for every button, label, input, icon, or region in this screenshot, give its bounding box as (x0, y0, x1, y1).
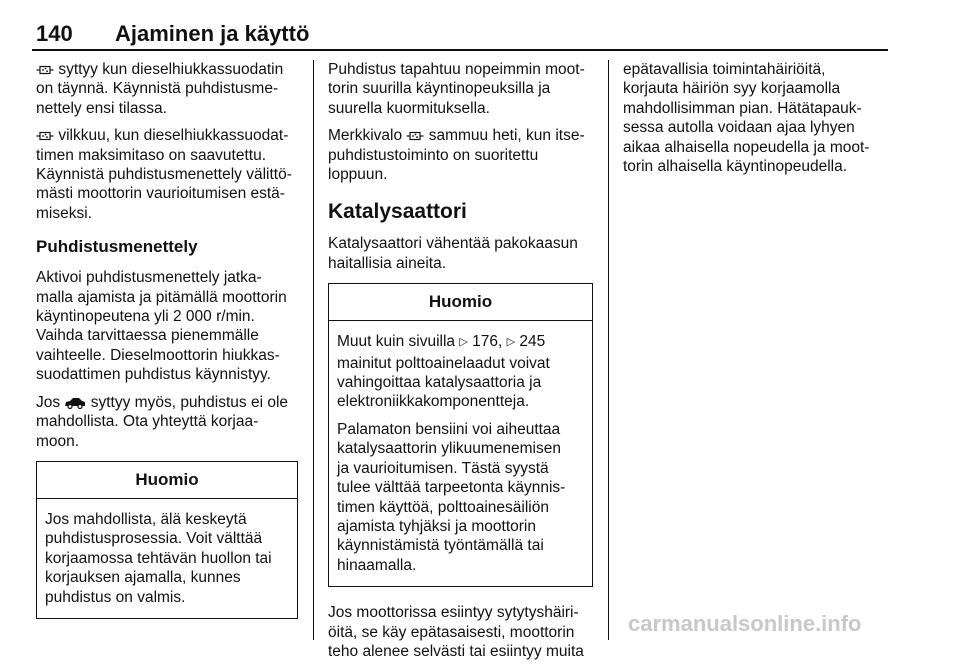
note-text: Jos mahdollista, älä keskeytä puhdistusprosessia. Voit välttää korjaamossa tehtävän huollon tai korjauksen ajamalla, kunnes puhdistus on valmis. (45, 510, 272, 606)
page-header (0, 0, 960, 50)
note-box-catalyst (328, 283, 593, 587)
header-rule (32, 49, 888, 51)
watermark: carmanualsonline.info (628, 611, 862, 636)
paragraph-misfire: Jos moottorissa esiintyy sytytyshäiri- öitä, se käy epätasaisesti, moottorin teho alenee selvästi tai esiintyy muita (328, 604, 584, 660)
note-box (36, 461, 298, 619)
column-divider-1 (313, 60, 314, 640)
car-service-icon (64, 397, 86, 409)
paragraph-engine-light: Jos syttyy myös, puhdistus ei ole mahdollista. Ota yhteyttä korjaa- moon. (36, 393, 289, 450)
page-reference[interactable]: 245 (519, 333, 546, 351)
paragraph-catalyst: Katalysaattori vähentää pakokaasun haitallisia aineita. (328, 235, 578, 272)
page-reference[interactable]: 176, (472, 333, 503, 351)
note-text-overheat: Palamaton bensiini voi aiheuttaa katalysaattorin ylikuumenemisen ja vaurioitumisen. Tästä syystä tulee välttää tarpeetonta käynnis- timen käyttöä, polttoainesäiliön ajamista tyhjäksi ja moottorin käynnistämistä työntämällä tai hinaamalla. (337, 420, 566, 574)
paragraph-cleaning: Aktivoi puhdistusmenettely jatka- malla ajamista ja pitämällä moottorin käyntinopeutena yli 2 000 r/min. Vaihda tarvittaessa pienemmälle vaihteelle. Dieselmoottorin hiukkas- suodattimen puhdistus käynnistyy. (36, 269, 287, 384)
note-title: Huomio (329, 284, 592, 321)
page-reference-icon[interactable]: ▷ (506, 336, 516, 349)
column-2 (328, 60, 593, 669)
note-title: Huomio (37, 462, 297, 499)
diesel-particle-filter-icon (36, 130, 54, 142)
diesel-particle-filter-icon (36, 64, 54, 76)
section-heading-catalyst: Katalysaattori (328, 200, 467, 224)
column-3 (623, 60, 888, 184)
paragraph-indicator-off: Merkkivalo sammuu heti, kun itse- puhdistustoiminto on suoritettu loppuun. (328, 127, 585, 184)
note-text-fuel: Muut kuin sivuilla ▷ 176, ▷ 245 mainitut polttoainelaadut voivat vahingoittaa katalysaattoria ja elektroniikkakomponentteja. (337, 333, 550, 411)
page-number: 140 (36, 21, 73, 46)
paragraph-cleaning-speed: Puhdistus tapahtuu nopeimmin moot- torin suurilla käyntinopeuksilla ja suurella kuormituksella. (328, 61, 585, 117)
column-1 (36, 60, 298, 635)
diesel-particle-filter-icon (406, 130, 424, 142)
page-reference-icon[interactable]: ▷ (459, 336, 468, 349)
chapter-title: Ajaminen ja käyttö (115, 21, 310, 46)
paragraph-dpf-max: vilkkuu, kun dieselhiukkassuodat- timen maksimitaso on saavutettu. Käynnistä puhdistusmenettely välittö- mästi moottorin vaurioitumisen estä- miseksi. (36, 127, 292, 222)
section-heading-cleaning: Puhdistusmenettely (36, 237, 198, 257)
column-divider-2 (608, 60, 609, 640)
paragraph-misfire-continued: epätavallisia toimintahäiriöitä, korjauta häiriön syy korjaamolla mahdollisimman pian. Hätätapauk- sessa autolla voidaan ajaa lyhyen aikaa alhaisella nopeudella ja moot- torin alhaisella käyntinopeudella. (623, 61, 870, 176)
paragraph-dpf-full: syttyy kun dieselhiukkassuodatin on täynnä. Käynnistä puhdistusme- nettely ensi tilassa. (36, 61, 284, 117)
